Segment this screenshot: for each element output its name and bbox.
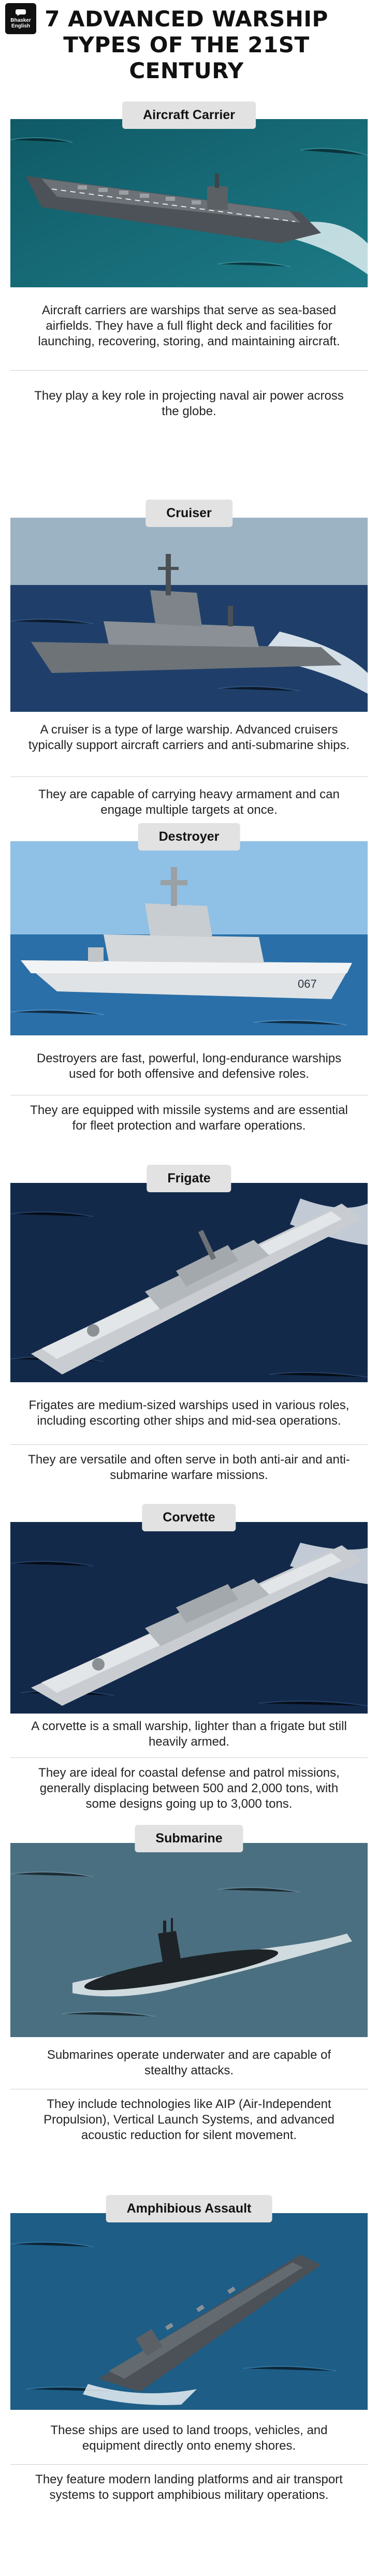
- divider: [10, 370, 368, 371]
- brand-logo: [5, 3, 36, 34]
- destroyer-hull-number: 067: [298, 977, 317, 990]
- brand-name-line2: English: [11, 23, 31, 29]
- destroyer-paragraph-2: They are equipped with missile systems and are essential for fleet protection and warfare operations.: [30, 1103, 348, 1133]
- corvette-paragraph-2: They are ideal for coastal defense and patrol missions, generally displacing between 500 and 2,000 tons, with some designs going up to 3,000 tons.: [38, 1766, 340, 1811]
- brand-name-line1: Bhasker: [10, 17, 31, 23]
- aircraft-carrier-paragraph-2: They play a key role in projecting naval air power across the globe.: [34, 389, 344, 418]
- submarine-photo: [10, 1843, 368, 2037]
- section-label-submarine: Submarine: [135, 1825, 243, 1852]
- submarine-paragraph-1: Submarines operate underwater and are capable of stealthy attacks.: [47, 2048, 331, 2077]
- section-label-frigate: Frigate: [147, 1165, 231, 1192]
- cruiser-paragraph-1: A cruiser is a type of large warship. Advanced cruisers typically support aircraft carriers and anti-submarine ships.: [28, 723, 350, 752]
- submarine-paragraph-2: They include technologies like AIP (Air-Independent Propulsion), Vertical Launch Systems, and advanced acoustic reduction for silent movement.: [43, 2097, 335, 2142]
- frigate-paragraph-2: They are versatile and often serve in both anti-air and anti-submarine warfare missions.: [28, 1453, 350, 1482]
- section-label-aircraft-carrier: Aircraft Carrier: [122, 101, 256, 129]
- corvette-paragraph-1: A corvette is a small warship, lighter than a frigate but still heavily armed.: [31, 1719, 347, 1749]
- aircraft-carrier-photo: [10, 119, 368, 287]
- amphibious-assault-photo: [10, 2213, 368, 2410]
- destroyer-photo: [10, 841, 368, 1035]
- section-label-cruiser: Cruiser: [146, 500, 232, 527]
- amphibious-assault-paragraph-1: These ships are used to land troops, vehicles, and equipment directly onto enemy shores.: [50, 2423, 328, 2453]
- cruiser-photo: [10, 518, 368, 712]
- frigate-photo: [10, 1183, 368, 1382]
- cruiser-paragraph-2: They are capable of carrying heavy armament and can engage multiple targets at once.: [38, 787, 340, 817]
- corvette-photo: [10, 1522, 368, 1714]
- divider: [10, 2464, 368, 2465]
- frigate-paragraph-1: Frigates are medium-sized warships used in various roles, including escorting other ships and mid-sea operations.: [28, 1398, 350, 1428]
- section-label-corvette: Corvette: [142, 1504, 236, 1531]
- amphibious-assault-paragraph-2: They feature modern landing platforms and air transport systems to support amphibious military operations.: [35, 2472, 343, 2502]
- header: [0, 0, 378, 104]
- page-title: 7 ADVANCED WARSHIP TYPES OF THE 21ST CENTURY: [45, 6, 328, 83]
- section-label-amphibious-assault: Amphibious Assault: [106, 2195, 272, 2222]
- destroyer-paragraph-1: Destroyers are fast, powerful, long-endurance warships used for both offensive and defensive roles.: [36, 1051, 342, 1081]
- aircraft-carrier-paragraph-1: Aircraft carriers are warships that serve as sea-based airfields. They have a full flight deck and facilities for launching, recovering, storing, and maintaining aircraft.: [38, 303, 340, 348]
- divider: [10, 1444, 368, 1445]
- speech-bubble-icon: [15, 9, 26, 16]
- section-label-destroyer: Destroyer: [138, 823, 240, 851]
